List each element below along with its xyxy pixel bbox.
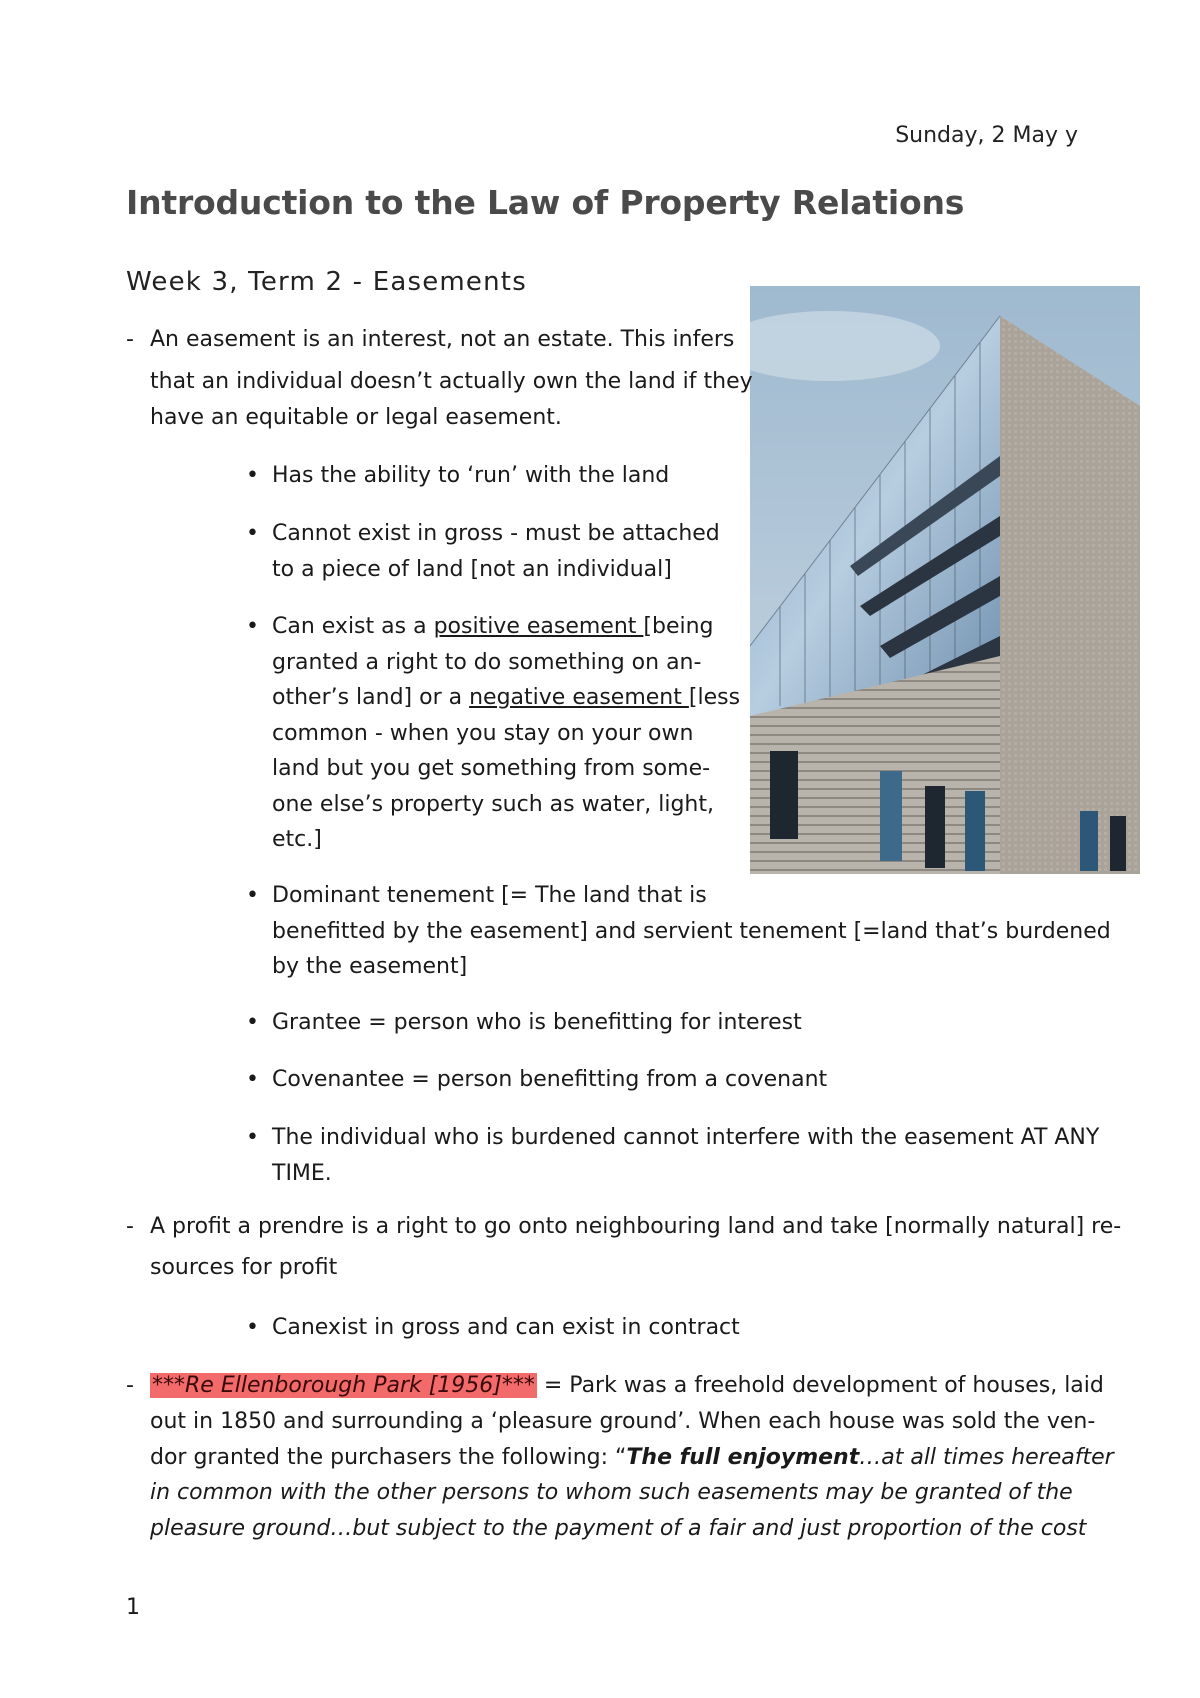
bullet-tenement: benefitted by the easement] and servient tenement [=land that’s burdened: [272, 919, 1111, 944]
text-run: = Park was a freehold development of houses, laid: [536, 1373, 1104, 1398]
bullet-positive-negative: one else’s property such as water, light,: [272, 792, 714, 817]
page-number: 1: [126, 1595, 140, 1620]
bullet-positive-negative: granted a right to do something on an-: [272, 650, 702, 675]
bullet-covenantee: Covenantee = person benefitting from a covenant: [272, 1067, 828, 1092]
text-run: …at all times hereafter: [859, 1445, 1114, 1470]
bullet-marker: •: [246, 1125, 259, 1150]
dash-marker: -: [126, 327, 134, 352]
case-summary-text: out in 1850 and surrounding a ‘pleasure ground’. When each house was sold the ven-: [150, 1409, 1096, 1434]
case-summary-text: [150, 1440, 1114, 1476]
bullet-marker: •: [246, 521, 259, 546]
bullet-marker: •: [246, 463, 259, 488]
text-run: Can exist as a: [272, 614, 434, 639]
profit-a-prendre-text: A profit a prendre is a right to go onto neighbouring land and take [normally natural] re-: [150, 1214, 1122, 1239]
easement-interest-text: that an individual doesn’t actually own the land if they: [150, 369, 753, 394]
dash-marker: -: [126, 1214, 134, 1239]
bullet-tenement: by the easement]: [272, 954, 468, 979]
text-run: [being: [643, 614, 714, 639]
case-highlight: ***Re Ellenborough Park [1956]***: [152, 1373, 535, 1398]
bullet-burdened: TIME.: [272, 1161, 332, 1186]
bullet-run-with-land: Has the ability to ‘run’ with the land: [272, 463, 670, 488]
text-run: dor granted the purchasers the following: “: [150, 1445, 627, 1470]
case-quote-text: pleasure ground…but subject to the payment of a fair and just proportion of the cost: [150, 1516, 1087, 1541]
bullet-burdened: The individual who is burdened cannot interfere with the easement AT ANY: [272, 1125, 1100, 1150]
bullet-canexist-gross: Canexist in gross and can exist in contract: [272, 1315, 740, 1340]
bullet-gross: to a piece of land [not an individual]: [272, 557, 672, 582]
easement-interest-text: have an equitable or legal easement.: [150, 405, 562, 430]
negative-easement-term: negative easement: [469, 685, 689, 710]
case-quote-text: in common with the other persons to whom such easements may be granted of the: [150, 1480, 1073, 1505]
positive-easement-term: positive easement: [433, 614, 644, 639]
bullet-positive-negative: common - when you stay on your own: [272, 721, 694, 746]
building-photo: [750, 286, 1140, 874]
text-run: other’s land] or a: [272, 685, 470, 710]
date-header: Sunday, 2 May y: [895, 123, 1078, 148]
bullet-tenement: Dominant tenement [= The land that is: [272, 883, 707, 908]
case-summary-text: [150, 1368, 1104, 1404]
bullet-marker: •: [246, 1010, 259, 1035]
dash-marker: -: [126, 1373, 134, 1398]
document-title: Introduction to the Law of Property Relations: [126, 183, 965, 222]
bullet-marker: •: [246, 614, 259, 639]
bullet-positive-negative: etc.]: [272, 827, 322, 852]
bullet-positive-negative: [272, 680, 740, 716]
easement-interest-text: An easement is an interest, not an estate. This infers: [150, 327, 735, 352]
bullet-marker: •: [246, 1315, 259, 1340]
bullet-grantee: Grantee = person who is benefitting for interest: [272, 1010, 802, 1035]
bullet-positive-negative: [272, 609, 714, 645]
building-illustration: [750, 286, 1140, 874]
text-run: [less: [688, 685, 741, 710]
profit-a-prendre-text: sources for profit: [150, 1255, 338, 1280]
section-subtitle: Week 3, Term 2 - Easements: [126, 267, 527, 297]
bullet-marker: •: [246, 1067, 259, 1092]
bullet-gross: Cannot exist in gross - must be attached: [272, 521, 720, 546]
bullet-positive-negative: land but you get something from some-: [272, 756, 711, 781]
bullet-marker: •: [246, 883, 259, 908]
quote-emphasis: The full enjoyment: [626, 1445, 860, 1470]
